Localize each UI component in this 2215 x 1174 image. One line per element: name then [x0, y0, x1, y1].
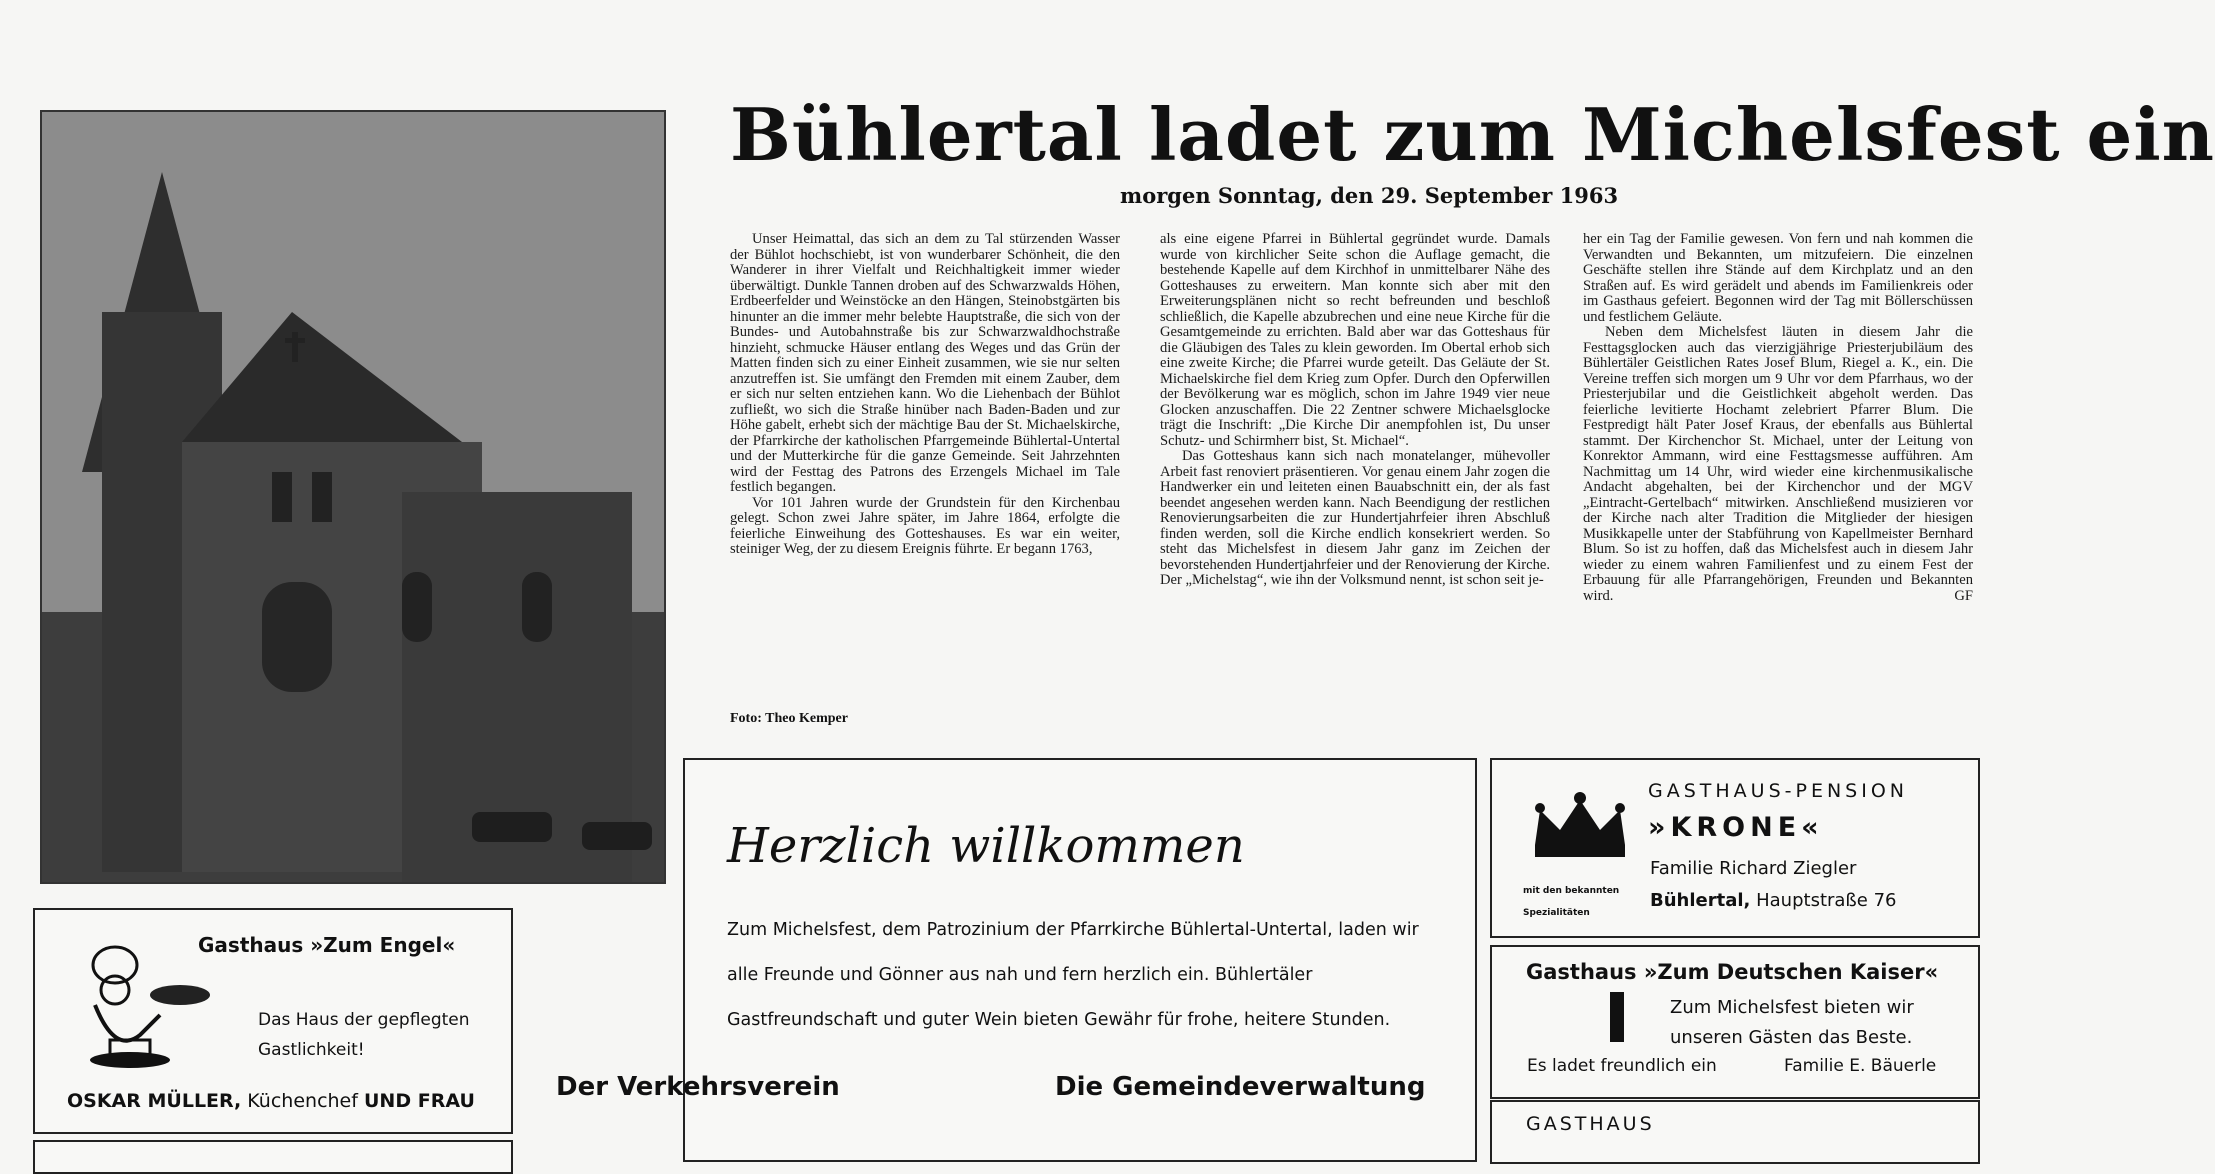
- krone-ad-address: [1650, 890, 1896, 911]
- specialty-line-1: mit den bekannten: [1523, 886, 1620, 896]
- church-illustration: [42, 112, 664, 882]
- specialty-line-2: Spezialitäten: [1523, 908, 1590, 918]
- lower-ad-box: [33, 1140, 513, 1174]
- paragraph: Das Gotteshaus kann sich nach monatelanger, mühevoller Arbeit fast renoviert präsentieren. Vor genau einem Jahr zogen die Handwerker ein und leiteten einen Bauabschnitt ein, der als fast beendet angesehen werden kann. Nach Beendigung der restlichen Renovierungsarbeiten die zur Hundertjahrfeier ihren Abschluß finden werden, soll die Kirche endlich konsekriert werden. So steht das Michelsfest in diesem Jahr ganz im Zeichen der bevorstehenden Hundertjahrfeier und der Renovierung der Kirche. Der „Michelstag“, wie ihn der Volksmund nennt, ist schon seit je-: [1160, 448, 1550, 588]
- church-photo: [40, 110, 666, 884]
- welcome-ad-title: Herzlich willkommen: [727, 818, 1245, 874]
- krone-ad-category: GASTHAUS-PENSION: [1648, 780, 1909, 802]
- krone-ad-specialty: [1523, 880, 1643, 924]
- article-column-3: [1583, 232, 1973, 604]
- engel-ad-title: Gasthaus »Zum Engel«: [198, 933, 456, 957]
- welcome-ad-text: Zum Michelsfest, dem Patrozinium der Pfarrkirche Bühlertal-Untertal, laden wir alle Freunde und Gönner aus nah und fern herzlich ein. Bühlertäler Gastfreundschaft und guter Wein bieten Gewähr für frohe, heitere Stunden.: [727, 920, 1419, 1030]
- krone-ad-name: »KRONE«: [1648, 812, 1824, 843]
- engel-ad-owner: [67, 1090, 475, 1112]
- article-headline: Bühlertal ladet zum Michelsfest ein: [730, 92, 2215, 177]
- photo-credit: Foto: Theo Kemper: [730, 711, 848, 726]
- paragraph: her ein Tag der Familie gewesen. Von fern und nah kommen die Verwandten und Bekannten, um mitzufeiern. Die einzelnen Geschäfte stellen ihre Stände auf dem Kirchplatz und an den Straßen auf. Es wird gerädelt und abends im Familienkreis oder im Gasthaus gefeiert. Begonnen wird der Tag mit Böllerschüssen und festlichem Geläute.: [1583, 231, 1973, 325]
- article-subheadline: morgen Sonntag, den 29. September 1963: [1120, 183, 1619, 208]
- owner-role: Küchenchef: [247, 1090, 358, 1112]
- kaiser-ad-invite: Es ladet freundlich ein: [1527, 1056, 1717, 1076]
- crown-icon: [1525, 790, 1635, 870]
- paragraph: Unser Heimattal, das sich an dem zu Tal stürzenden Wasser der Bühlot hochschiebt, ist von wunderbarer Schönheit, die den Wanderer in ihrer Vielfalt und Reichhaltigkeit immer wieder überwältigt. Dunkle Tannen droben auf des Schwarzwalds Höhen, Erdbeerfelder und Weinstöcke an den Hängen, Steinobstgärten bis hinunter an die immer mehr belebte Hauptstraße, die sich von der Bundes- und Autobahnstraße bis zur Schwarzwaldhochstraße hinzieht, schmucke Häuser entlang des Weges und das Grün der Matten finden sich zu einer Einheit zusammen, wie sie nur selten anzutreffen ist. Sie umfängt den Fremden mit einem Zauber, dem er sich nur selten entziehen kann. Wo die Liehenbach der Bühlot zufließt, wo sich die Straße hinüber nach Baden-Baden und zur Höhe gabelt, erhebt sich der mächtige Bau der St. Michaelskirche, der Pfarrkirche der katholischen Pfarrgemeinde Bühlertal-Untertal und der Mutterkirche für die ganze Gemeinde. Seit Jahrzehnten wird der Festtag des Patrons des Erzengels Michael im Tale festlich begangen.: [730, 231, 1120, 495]
- owner-suffix: UND FRAU: [364, 1090, 475, 1112]
- engel-ad-slogan: Das Haus der gepflegten Gastlichkeit!: [258, 1010, 470, 1060]
- author-signature: GF: [1954, 587, 1973, 604]
- decorative-bar: [1610, 992, 1624, 1042]
- article-column-1: [730, 232, 1120, 558]
- kaiser-ad-family: Familie E. Bäuerle: [1784, 1056, 1937, 1076]
- welcome-signer-left: Der Verkehrsverein: [556, 1072, 840, 1102]
- article-column-2: [1160, 232, 1550, 589]
- kaiser-ad-title: Gasthaus »Zum Deutschen Kaiser«: [1526, 960, 1939, 984]
- paragraph: als eine eigene Pfarrei in Bühlertal gegründet wurde. Damals wurde von kirchlicher Seite schon die Auflage gemacht, die bestehende Kapelle auf dem Kirchhof in unmittelbarer Nähe des Gotteshauses zu erweitern. Man konnte sich aber mit den Erweiterungsplänen nicht so recht befreunden und beschloß schließlich, die Kapelle abzubrechen und eine neue Kirche für die Gesamtgemeinde zu errichten. Bald aber war das Gotteshaus für die Gläubigen des Tales zu klein geworden. Im Obertal erhob sich eine zweite Kirche; die Pfarrei wurde geteilt. Das Geläute der St. Michaelskirche fiel dem Krieg zum Opfer. Durch den Opferwillen der Bevölkerung war es möglich, schon im Jahre 1949 vier neue Glocken anzuschaffen. Die 22 Zentner schwere Michaelsglocke trägt die Inschrift: „Die Kirche Dir anempfohlen ist, Du unser Schutz- und Schirmherr bist, St. Michael“.: [1160, 231, 1550, 449]
- welcome-signer-right: Die Gemeindeverwaltung: [1055, 1072, 1426, 1102]
- krone-street: Hauptstraße 76: [1756, 890, 1897, 911]
- krone-town: Bühlertal,: [1650, 890, 1751, 911]
- krone-ad-family: Familie Richard Ziegler: [1650, 858, 1857, 879]
- kaiser-ad-text: Zum Michelsfest bieten wir unseren Gästen das Beste.: [1670, 997, 1914, 1048]
- owner-name: OSKAR MÜLLER,: [67, 1090, 242, 1112]
- paragraph: Neben dem Michelsfest läuten in diesem Jahr die Festtagsglocken auch das vierzigjährige Priesterjubiläum des Bühlertäler Geistlichen Rates Josef Blum, Riegel a. K., ein. Die Vereine treffen sich morgen um 9 Uhr vor dem Pfarrhaus, wo der Priesterjubilar und die Geistlichkeit abgeholt werden. Das feierliche levitierte Hochamt zelebriert Pfarrer Blum. Die Festpredigt hält Pater Josef Kraus, der ebenfalls aus Bühlertal stammt. Der Kirchenchor St. Michael, unter der Leitung von Konrektor Ammann, wird eine Festtagsmesse aufführen. Am Nachmittag um 14 Uhr, wird wieder eine kirchenmusikalische Andacht abgehalten, bei der Kirchenchor und der MGV „Eintracht-Gertelbach“ mitwirken. Anschließend musizieren vor der Kirche nach alter Tradition die Mitglieder der hiesigen Musikkapelle unter der Stabführung von Kapellmeister Bernhard Blum. So ist zu hoffen, daß das Michelsfest auch in diesem Jahr wieder zu einem wahren Familienfest und zu einem Fest der Erbauung für alle Pfarrangehörigen, Freunden und Bekannten wird.: [1583, 324, 1973, 604]
- gasthaus-ad-label: GASTHAUS: [1526, 1113, 1655, 1135]
- paragraph: Vor 101 Jahren wurde der Grundstein für den Kirchenbau gelegt. Schon zwei Jahre später, im Jahre 1864, erfolgte die feierliche Einweihung des Gotteshauses. Es war ein weiter, steiniger Weg, der zu diesem Ereignis führte. Er begann 1763,: [730, 494, 1120, 557]
